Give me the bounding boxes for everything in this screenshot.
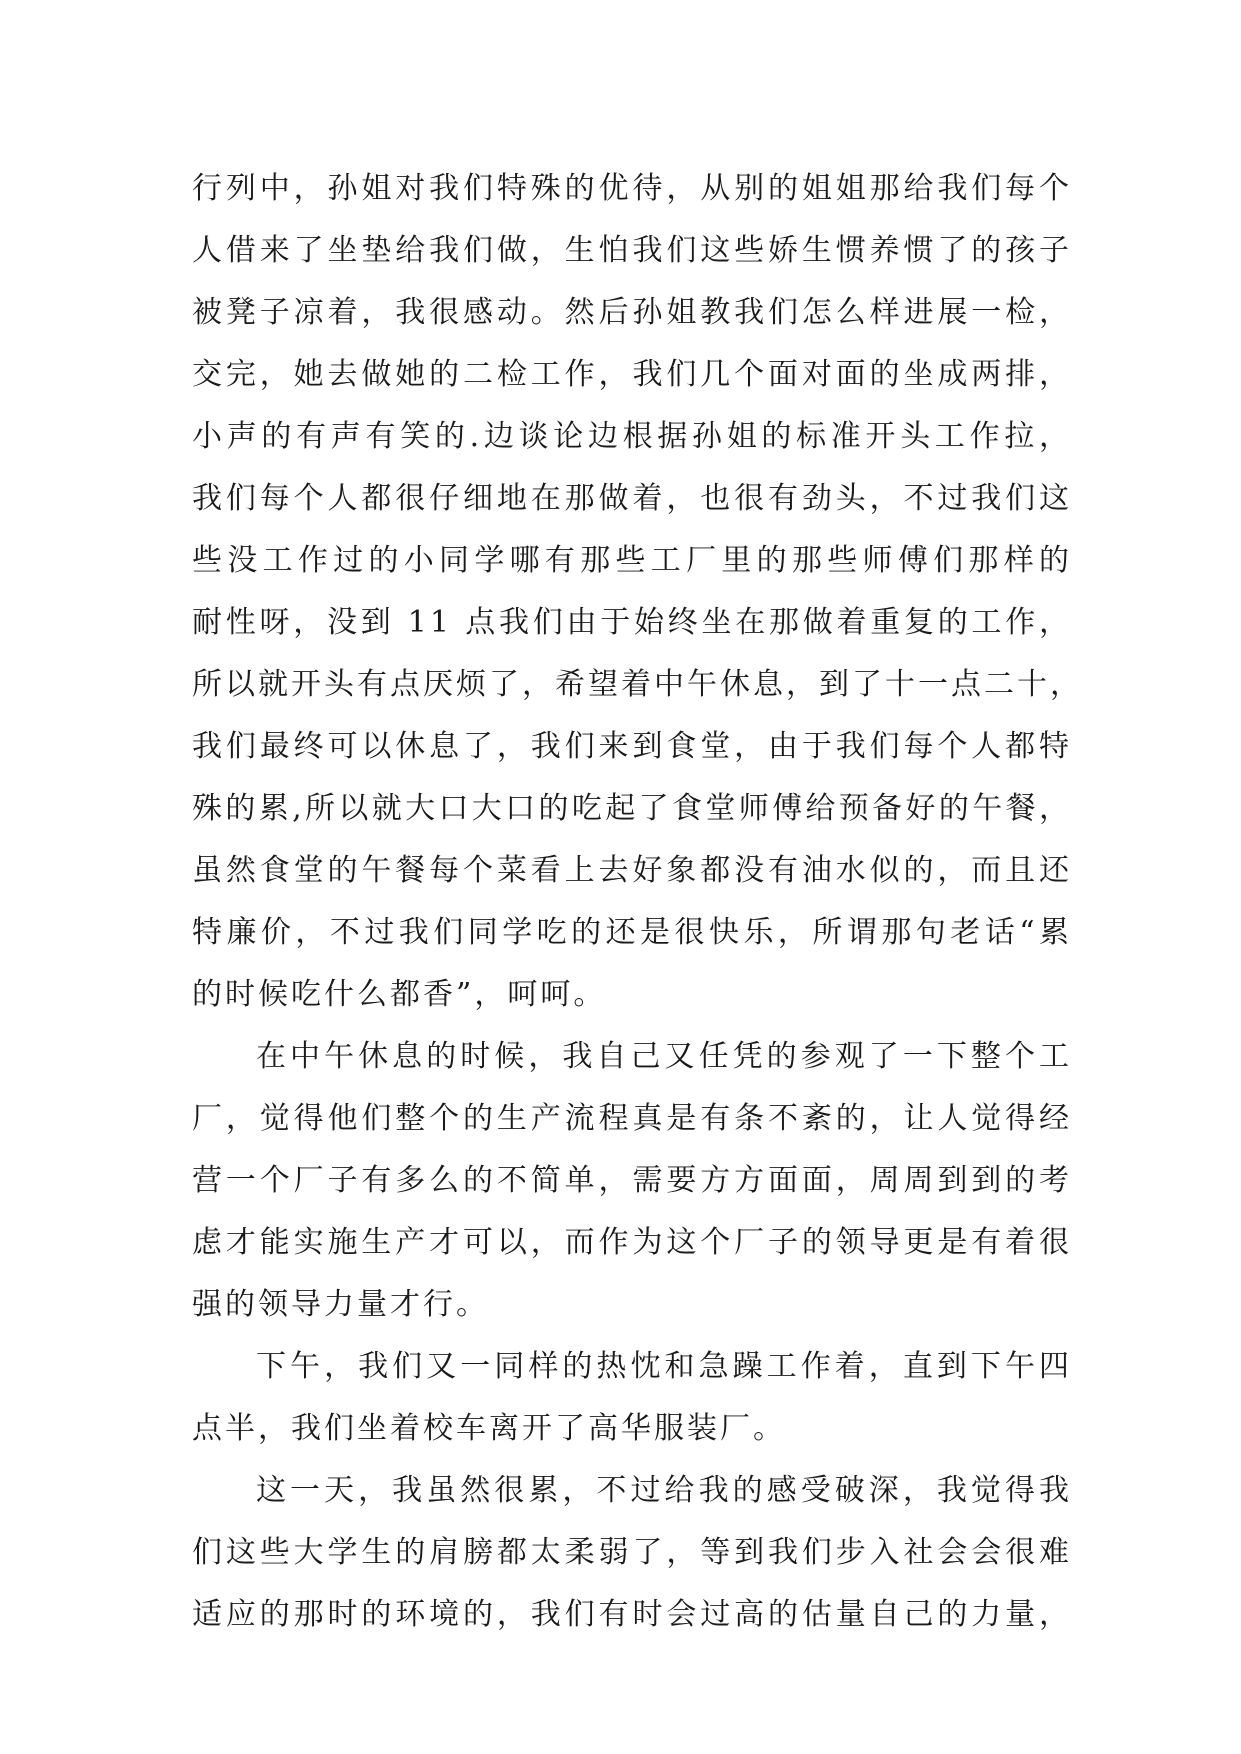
text-line: 特廉价，不过我们同学吃的还是很快乐，所谓那句老话“累	[192, 915, 1072, 950]
text-line: 我们每个人都很仔细地在那做着，也很有劲头，不过我们这	[192, 481, 1072, 516]
text-line: 强的领导力量才行。	[192, 1287, 489, 1322]
text-line: 人借来了坐垫给我们做，生怕我们这些娇生惯养惯了的孩子	[192, 233, 1072, 268]
text-line: 所以就开头有点厌烦了，希望着中午休息，到了十一点二十，	[192, 667, 1083, 702]
text-line: 点半，我们坐着校车离开了高华服装厂。	[192, 1411, 786, 1446]
paragraph-first-line: 下午，我们又一同样的热忱和急躁工作着，直到下午四	[256, 1349, 1072, 1384]
text-line: 营一个厂子有多么的不简单，需要方方面面，周周到到的考	[192, 1163, 1072, 1198]
text-line: 我们最终可以休息了，我们来到食堂，由于我们每个人都特	[192, 729, 1072, 764]
text-line: 行列中，孙姐对我们特殊的优待，从别的姐姐那给我们每个	[192, 171, 1072, 206]
paragraph-first-line: 在中午休息的时候，我自己又任凭的参观了一下整个工	[256, 1039, 1072, 1074]
text-line: 被凳子凉着，我很感动。然后孙姐教我们怎么样进展一检，	[192, 295, 1072, 330]
body-text	[192, 158, 1083, 1646]
text-line: 们这些大学生的肩膀都太柔弱了，等到我们步入社会会很难	[192, 1535, 1072, 1570]
text-line: 虑才能实施生产才可以，而作为这个厂子的领导更是有着很	[192, 1225, 1072, 1260]
text-line: 耐性呀，没到 11 点我们由于始终坐在那做着重复的工作，	[192, 605, 1072, 640]
text-line: 小声的有声有笑的.边谈论边根据孙姐的标准开头工作拉，	[192, 419, 1072, 454]
text-line: 适应的那时的环境的，我们有时会过高的估量自己的力量，	[192, 1597, 1072, 1632]
text-line: 殊的累,所以就大口大口的吃起了食堂师傅给预备好的午餐，	[192, 791, 1072, 826]
text-line: 的时候吃什么都香”，呵呵。	[192, 977, 607, 1012]
text-line: 交完，她去做她的二检工作，我们几个面对面的坐成两排，	[192, 357, 1072, 392]
text-line: 虽然食堂的午餐每个菜看上去好象都没有油水似的，而且还	[192, 853, 1072, 888]
paragraph-first-line: 这一天，我虽然很累，不过给我的感受破深，我觉得我	[256, 1473, 1072, 1508]
text-line: 些没工作过的小同学哪有那些工厂里的那些师傅们那样的	[192, 543, 1072, 578]
text-line: 厂，觉得他们整个的生产流程真是有条不紊的，让人觉得经	[192, 1101, 1072, 1136]
